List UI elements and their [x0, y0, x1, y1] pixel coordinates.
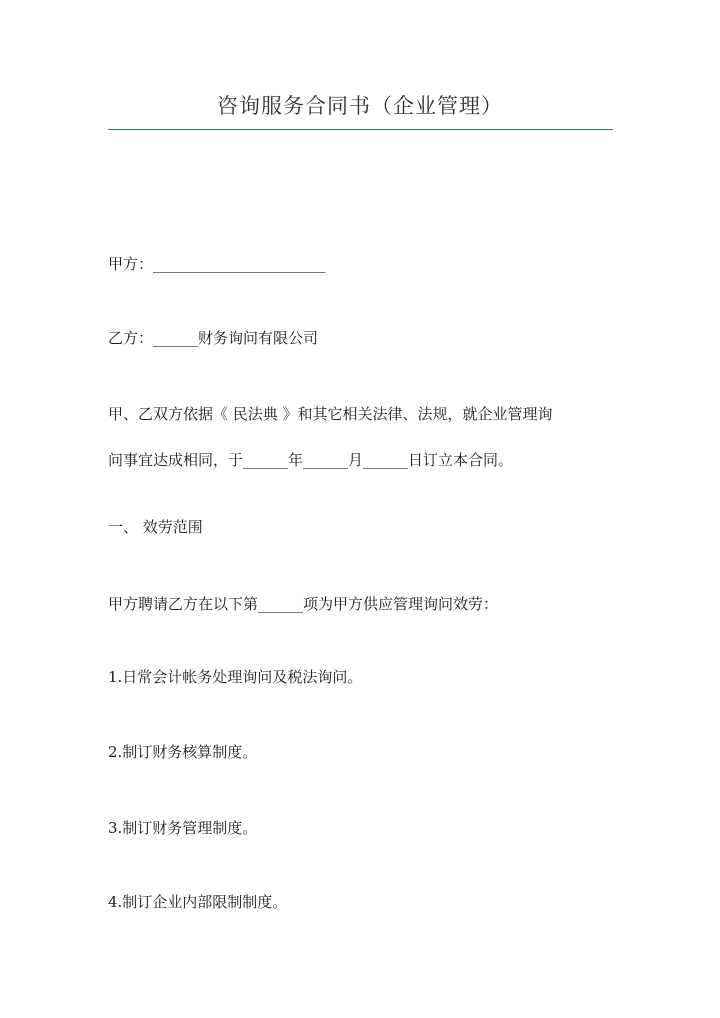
service-item-1: 1.日常会计帐务处理询问及税法询问。: [108, 668, 363, 686]
document-title: 咨询服务合同书（企业管理）: [217, 94, 503, 118]
section-1-lead: 甲方聘请乙方在以下第______项为甲方供应管理询问效劳：: [108, 595, 499, 613]
intro-line-1: 甲、乙双方依据《 民法典 》和其它相关法律、法规，就企业管理询: [108, 405, 553, 423]
party-a-line: 甲方：_______________________: [108, 255, 326, 273]
intro-line-2: 问事宜达成相同，于______年______月______日订立本合同。: [108, 451, 514, 469]
intro-paragraph: [108, 404, 618, 470]
title-underline: [108, 129, 613, 130]
service-item-2: 2.制订财务核算制度。: [108, 743, 258, 761]
service-item-3: 3.制订财务管理制度。: [108, 819, 258, 837]
section-1-heading: 一、 效劳范围: [108, 518, 203, 536]
service-item-4: 4.制订企业内部限制制度。: [108, 893, 288, 911]
party-b-line: 乙方：______财务询问有限公司: [108, 329, 319, 347]
